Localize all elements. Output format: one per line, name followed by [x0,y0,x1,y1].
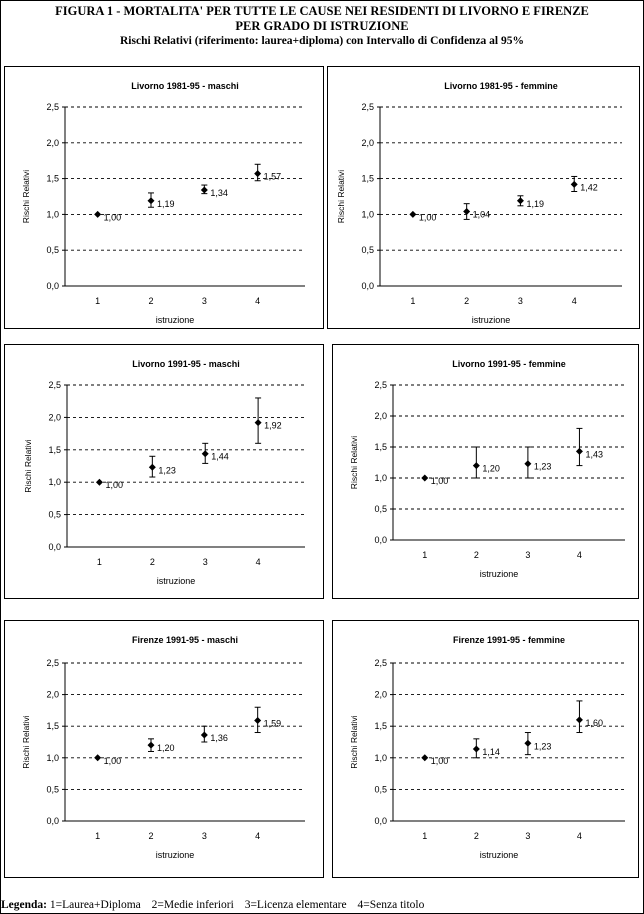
y-tick-label: 0,5 [48,509,61,520]
y-tick-label: 2,0 [48,412,61,423]
x-axis-label: istruzione [155,315,195,325]
data-label: 1,23 [158,465,176,476]
y-tick-label: 2,5 [374,380,387,390]
data-point [254,717,261,724]
data-point [201,187,208,194]
data-label: 1,60 [585,717,603,728]
y-tick-label: 0,5 [374,784,387,795]
y-tick-label: 0,0 [46,816,59,826]
x-tick-label: 4 [576,550,582,560]
data-point [576,716,583,723]
data-point [148,742,155,749]
chart-svg [5,345,323,598]
data-point [571,181,578,188]
y-tick-label: 1,5 [46,173,59,184]
y-axis-label: Rischi Relativi [349,715,359,769]
x-tick-label: 2 [148,296,154,306]
x-tick-label: 3 [202,557,208,567]
x-tick-label: 1 [95,296,101,306]
data-label: 1,42 [580,182,598,193]
data-point [524,740,531,747]
data-label: 1,23 [533,461,552,472]
y-tick-label: 0,0 [48,542,61,552]
legend-label: Legenda: [1,899,47,911]
data-point [149,464,156,471]
y-tick-label: 0,0 [374,816,387,826]
data-label: 1,20 [157,743,175,754]
x-tick-label: 2 [464,296,470,306]
y-tick-label: 0,0 [46,281,59,291]
legend [1,899,424,911]
data-label: 1,44 [211,451,229,462]
x-tick-label: 3 [201,296,207,306]
x-tick-label: 4 [576,831,582,841]
y-tick-label: 1,0 [48,477,61,488]
x-tick-label: 4 [571,296,577,306]
y-tick-label: 1,5 [361,173,374,184]
x-tick-label: 4 [255,831,261,841]
data-label: 1,57 [263,171,282,182]
y-axis-label: Rischi Relativi [349,435,359,490]
x-tick-label: 1 [422,831,428,841]
figure-subtitle: PER GRADO DI ISTRUZIONE [235,19,409,33]
y-tick-label: 2,5 [46,102,59,112]
x-tick-label: 3 [517,296,523,306]
data-point [94,754,101,761]
y-tick-label: 2,5 [374,658,387,668]
legend-item: 3=Licenza elementare [244,899,347,911]
y-tick-label: 1,0 [361,209,374,220]
data-label: 1,34 [210,188,228,199]
legend-item: 4=Senza titolo [357,899,425,911]
x-tick-label: 1 [95,831,101,841]
data-label: 1,00 [430,755,449,766]
data-point [517,197,524,204]
y-axis-label: Rischi Relativi [336,169,346,224]
x-axis-label: istruzione [471,315,511,325]
chart-title: Livorno 1991-95 - maschi [132,359,240,369]
figure-title: FIGURA 1 - MORTALITA' PER TUTTE LE CAUSE NEI RESIDENTI DI LIVORNO E FIRENZE [55,4,589,18]
chart-svg [333,345,638,598]
y-axis-label: Rischi Relativi [21,169,31,224]
y-tick-label: 2,5 [48,380,61,390]
chart-panel-livorno-1981-femmine [327,66,640,329]
data-label: 1,43 [585,449,603,460]
y-tick-label: 1,5 [48,444,61,455]
x-tick-label: 4 [255,296,261,306]
y-tick-label: 1,5 [374,442,387,452]
data-point [254,170,261,177]
data-label: 1,00 [105,480,123,491]
chart-svg [333,621,638,877]
data-point [201,732,208,739]
x-tick-label: 2 [473,550,479,560]
y-tick-label: 2,0 [374,411,387,421]
chart-panel-livorno-1991-femmine [332,344,639,599]
data-label: 1,59 [263,718,282,729]
y-tick-label: 2,5 [361,102,374,112]
chart-panel-firenze-1991-maschi [4,620,324,878]
data-point [421,754,428,761]
figure-header [1,4,643,49]
y-tick-label: 1,5 [46,721,59,732]
y-tick-label: 0,0 [374,535,387,545]
x-tick-label: 1 [96,557,102,567]
chart-title: Firenze 1991-95 - maschi [131,635,239,645]
chart-panel-livorno-1991-maschi [4,344,324,599]
data-point [473,745,480,752]
y-tick-label: 2,0 [374,689,387,700]
data-label: 1,00 [103,755,122,766]
data-label: 1,19 [526,198,544,209]
x-tick-label: 2 [148,831,154,841]
data-point [409,211,416,218]
y-tick-label: 0,5 [46,245,59,256]
x-tick-label: 1 [410,296,416,306]
data-label: 1,23 [533,741,552,752]
chart-title: Livorno 1991-95 - femmine [452,359,566,369]
data-point [524,460,531,467]
data-label: 1,00 [103,212,122,223]
chart-title: Firenze 1991-95 - femmine [452,635,566,645]
legend-item: 2=Medie inferiori [151,899,234,911]
data-label: 1,92 [264,420,282,431]
data-label: 1,04 [472,209,491,220]
data-point [255,419,262,426]
data-point [148,197,155,204]
chart-svg [5,621,323,877]
chart-svg [328,67,639,328]
x-tick-label: 3 [201,831,207,841]
x-tick-label: 3 [525,831,531,841]
y-axis-label: Rischi Relativi [21,715,31,769]
x-tick-label: 3 [525,550,531,560]
x-tick-label: 4 [255,557,261,567]
y-tick-label: 0,5 [374,504,387,514]
y-tick-label: 2,0 [46,137,59,148]
x-axis-label: istruzione [155,850,195,860]
y-tick-label: 2,0 [361,137,374,148]
y-tick-label: 1,0 [374,752,387,763]
chart-panel-firenze-1991-femmine [332,620,639,878]
data-point [473,462,480,469]
data-label: 1,19 [157,198,175,209]
figure-caption: Rischi Relativi (riferimento: laurea+diploma) con Intervallo di Confidenza al 95% [119,35,525,47]
data-point [576,448,583,455]
chart-panel-livorno-1981-maschi [4,66,324,329]
x-axis-label: istruzione [479,850,519,860]
y-tick-label: 0,5 [46,784,59,795]
y-tick-label: 2,5 [46,658,59,668]
y-tick-label: 1,0 [46,752,59,763]
data-label: 1,14 [482,746,500,757]
data-label: 1,20 [482,463,500,474]
x-axis-label: istruzione [156,576,196,586]
data-point [202,450,209,457]
y-tick-label: 1,5 [374,721,387,732]
x-tick-label: 1 [422,550,428,560]
x-tick-label: 2 [473,831,479,841]
data-point [96,479,103,486]
y-tick-label: 0,5 [361,245,374,256]
data-label: 1,00 [418,212,437,223]
y-tick-label: 1,0 [374,473,387,483]
chart-svg [5,67,323,328]
x-tick-label: 2 [149,557,155,567]
data-label: 1,36 [210,733,228,744]
chart-title: Livorno 1981-95 - femmine [444,81,558,91]
data-point [421,475,428,482]
y-tick-label: 1,0 [46,209,59,220]
legend-item: 1=Laurea+Diploma [49,899,141,911]
data-label: 1,00 [430,476,449,486]
y-tick-label: 0,0 [361,281,374,291]
y-axis-label: Rischi Relativi [23,439,33,493]
x-axis-label: istruzione [479,569,519,579]
chart-title: Livorno 1981-95 - maschi [131,81,239,91]
y-tick-label: 2,0 [46,689,59,700]
data-point [94,211,101,218]
